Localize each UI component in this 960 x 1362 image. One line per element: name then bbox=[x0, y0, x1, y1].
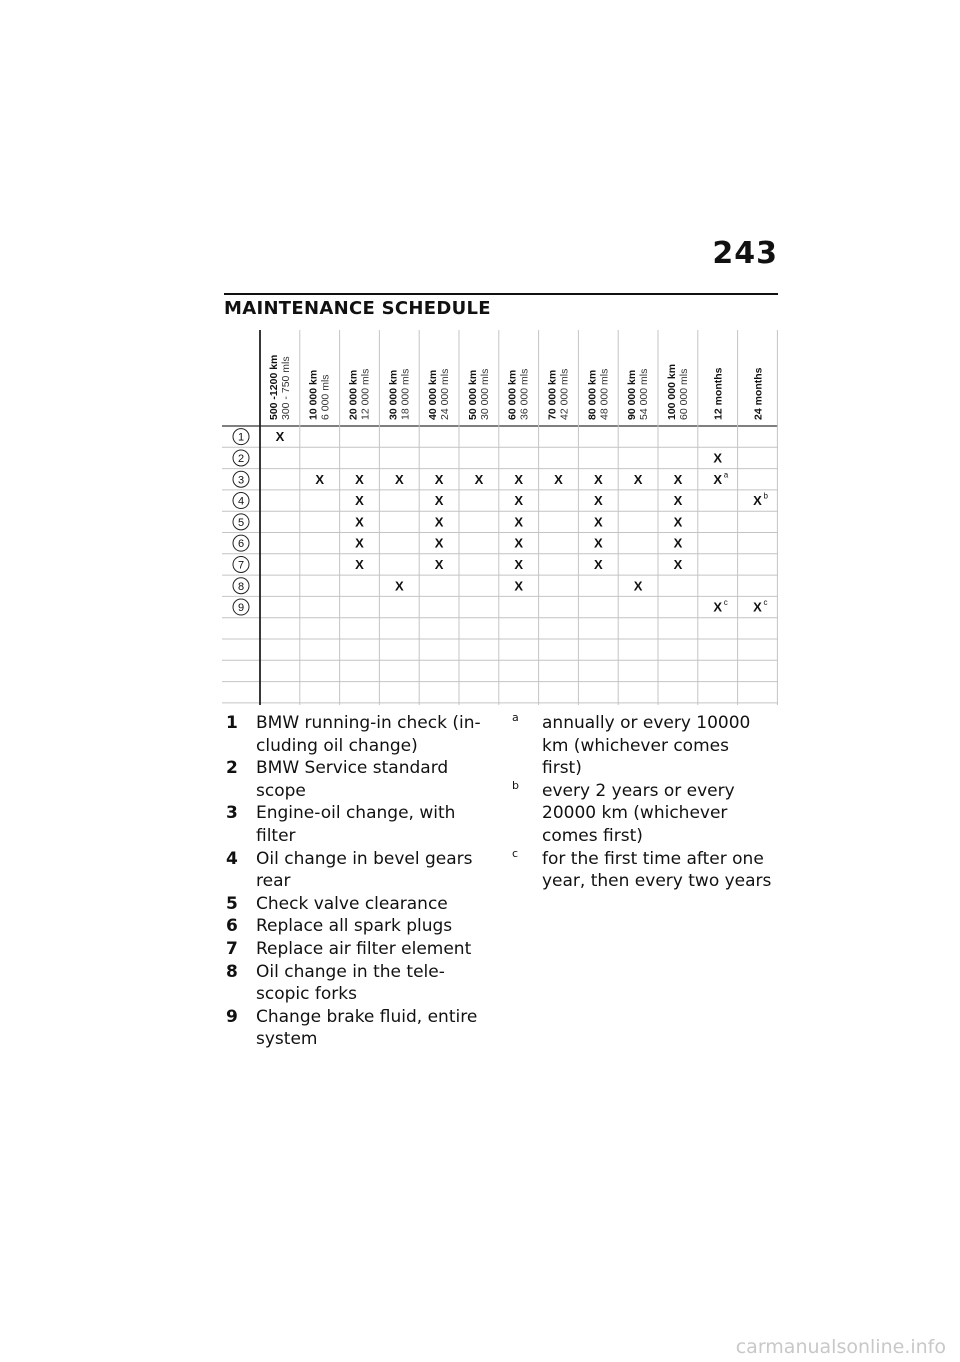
schedule-mark: X bbox=[673, 471, 683, 487]
column-header-primary: 60 000 km bbox=[506, 369, 519, 420]
row-number-label: 9 bbox=[237, 602, 245, 615]
footnote-text: for the first time after one year, then every two years bbox=[542, 848, 772, 892]
schedule-mark: X bbox=[713, 471, 723, 487]
column-header-primary: 100 000 km bbox=[665, 363, 678, 420]
column-header bbox=[268, 355, 292, 420]
column-header-primary: 90 000 km bbox=[626, 369, 639, 420]
legend-number: 8 bbox=[226, 961, 238, 982]
footer-watermark-url: carmanualsonline.info bbox=[735, 1336, 946, 1358]
schedule-mark: X bbox=[434, 514, 444, 530]
row-number-label: 1 bbox=[237, 431, 245, 444]
schedule-mark: X bbox=[633, 471, 643, 487]
schedule-mark: X bbox=[355, 493, 364, 509]
schedule-mark: X bbox=[713, 450, 723, 466]
legend-text: BMW Service standard scope bbox=[256, 758, 449, 801]
column-header-secondary: 48 000 mls bbox=[598, 368, 611, 420]
section-title: MAINTENANCE SCHEDULE bbox=[224, 298, 491, 319]
legend-text: BMW running-in check (in-cluding oil change) bbox=[256, 713, 481, 756]
schedule-mark: X bbox=[474, 471, 484, 487]
footnote-mark: a bbox=[512, 711, 519, 724]
column-header-secondary: 12 000 mls bbox=[359, 368, 372, 420]
legend-item bbox=[226, 1006, 496, 1051]
legend-number: 7 bbox=[226, 938, 238, 959]
column-header-secondary: 30 000 mls bbox=[478, 368, 491, 420]
column-header-primary: 500 -1200 km bbox=[267, 354, 280, 420]
schedule-mark: X bbox=[514, 493, 524, 509]
legend-number: 4 bbox=[226, 848, 238, 869]
column-header-primary: 70 000 km bbox=[546, 369, 559, 420]
column-header bbox=[626, 369, 650, 420]
schedule-mark: X bbox=[593, 514, 603, 530]
column-header-primary: 24 months bbox=[752, 367, 765, 420]
schedule-mark: X bbox=[673, 535, 683, 551]
column-header bbox=[666, 364, 690, 420]
legend-item bbox=[226, 802, 496, 847]
row-number-label: 4 bbox=[237, 495, 245, 508]
schedule-mark: X bbox=[673, 514, 683, 530]
column-header-secondary: 36 000 mls bbox=[518, 368, 531, 420]
schedule-mark: X bbox=[434, 535, 444, 551]
schedule-mark: X bbox=[434, 493, 444, 509]
schedule-mark: X bbox=[593, 535, 603, 551]
column-header-secondary: 42 000 mls bbox=[558, 368, 571, 420]
footnote bbox=[512, 780, 772, 848]
column-header-secondary: 300 - 750 mls bbox=[279, 356, 292, 420]
row-number-label: 7 bbox=[237, 559, 245, 572]
schedule-mark: X bbox=[355, 471, 364, 487]
row-number-label: 3 bbox=[237, 474, 245, 487]
column-header bbox=[753, 367, 765, 420]
legend-text: Oil change in the tele-scopic forks bbox=[256, 961, 445, 1005]
schedule-mark: X bbox=[753, 599, 762, 615]
schedule-mark: X bbox=[713, 599, 723, 615]
schedule-mark: X bbox=[593, 471, 603, 487]
footnote bbox=[512, 712, 772, 780]
legend-text: Oil change in bevel gears rear bbox=[256, 848, 473, 892]
schedule-mark-footnote: c bbox=[723, 598, 728, 608]
schedule-mark: X bbox=[434, 556, 444, 572]
schedule-mark: X bbox=[753, 493, 762, 509]
schedule-mark: X bbox=[394, 471, 404, 487]
legend-number: 3 bbox=[226, 803, 238, 824]
column-header bbox=[547, 369, 571, 420]
schedule-mark: X bbox=[355, 556, 364, 572]
footnote-mark: c bbox=[512, 846, 519, 860]
column-header bbox=[387, 369, 411, 420]
schedule-mark-footnote: b bbox=[763, 491, 768, 501]
row-number-label: 6 bbox=[237, 538, 245, 551]
legend-number: 5 bbox=[226, 893, 238, 914]
legend-items bbox=[226, 712, 496, 1051]
column-header-primary: 40 000 km bbox=[427, 369, 440, 420]
column-header-secondary: 6 000 mls bbox=[319, 374, 332, 420]
column-header bbox=[467, 369, 491, 420]
column-header-primary: 80 000 km bbox=[586, 369, 599, 420]
column-header bbox=[308, 370, 332, 420]
legend-item bbox=[226, 893, 496, 916]
column-header-secondary: 24 000 mls bbox=[439, 368, 452, 420]
column-header-primary: 10 000 km bbox=[307, 369, 320, 420]
column-header bbox=[507, 369, 531, 420]
schedule-mark-footnote: c bbox=[763, 598, 768, 608]
column-header-primary: 30 000 km bbox=[387, 369, 400, 420]
legend-item bbox=[226, 757, 496, 802]
schedule-mark: X bbox=[514, 535, 524, 551]
footnote-text: annually or every 10000 km (whichever comes first) bbox=[542, 713, 751, 779]
schedule-mark: X bbox=[554, 471, 563, 487]
legend-text: Engine-oil change, with filter bbox=[256, 803, 456, 846]
column-header bbox=[427, 369, 451, 420]
legend-number: 1 bbox=[226, 713, 238, 733]
legend-item bbox=[226, 915, 496, 938]
schedule-mark: X bbox=[315, 471, 325, 487]
page-number: 243 bbox=[712, 236, 778, 271]
schedule-mark: X bbox=[434, 471, 444, 487]
footnote-text: every 2 years or every 20000 km (whichever comes first) bbox=[542, 780, 735, 846]
row-number-label: 5 bbox=[237, 516, 245, 529]
column-header-primary: 20 000 km bbox=[347, 369, 360, 420]
legend-number: 9 bbox=[226, 1006, 238, 1027]
schedule-mark: X bbox=[593, 493, 603, 509]
column-header-secondary: 18 000 mls bbox=[399, 368, 412, 420]
footnote-mark: b bbox=[512, 778, 519, 792]
schedule-mark: X bbox=[514, 556, 524, 572]
schedule-mark: X bbox=[394, 578, 404, 594]
schedule-mark: X bbox=[593, 556, 603, 572]
schedule-mark: X bbox=[673, 493, 683, 509]
row-number-label: 2 bbox=[237, 452, 245, 465]
legend-footnotes bbox=[512, 712, 772, 893]
legend-item bbox=[226, 938, 496, 961]
column-header bbox=[348, 369, 372, 420]
schedule-mark: X bbox=[355, 535, 364, 551]
schedule-mark: X bbox=[514, 578, 524, 594]
schedule-mark: X bbox=[673, 556, 683, 572]
legend-item bbox=[226, 961, 496, 1006]
column-header-primary: 12 months bbox=[712, 367, 725, 420]
schedule-mark: X bbox=[633, 578, 643, 594]
legend-item bbox=[226, 848, 496, 893]
row-number-label: 8 bbox=[237, 580, 245, 593]
column-header-primary: 50 000 km bbox=[466, 369, 479, 420]
column-header bbox=[586, 369, 610, 420]
column-header-secondary: 54 000 mls bbox=[638, 368, 651, 420]
legend-text: Change brake fluid, entire system bbox=[256, 1006, 478, 1050]
schedule-mark: X bbox=[514, 514, 524, 530]
legend-number: 2 bbox=[226, 758, 238, 779]
column-header-secondary: 60 000 mls bbox=[677, 368, 690, 420]
legend-text: Replace air filter element bbox=[256, 938, 472, 959]
column-header bbox=[713, 367, 725, 420]
schedule-mark: X bbox=[275, 429, 285, 445]
footnote bbox=[512, 848, 772, 893]
legend-text: Check valve clearance bbox=[256, 893, 448, 914]
schedule-mark: X bbox=[514, 471, 524, 487]
legend-text: Replace all spark plugs bbox=[256, 916, 453, 937]
schedule-mark-footnote: a bbox=[723, 470, 729, 480]
legend-item bbox=[226, 712, 496, 757]
legend-number: 6 bbox=[226, 916, 238, 937]
schedule-mark: X bbox=[355, 514, 364, 530]
